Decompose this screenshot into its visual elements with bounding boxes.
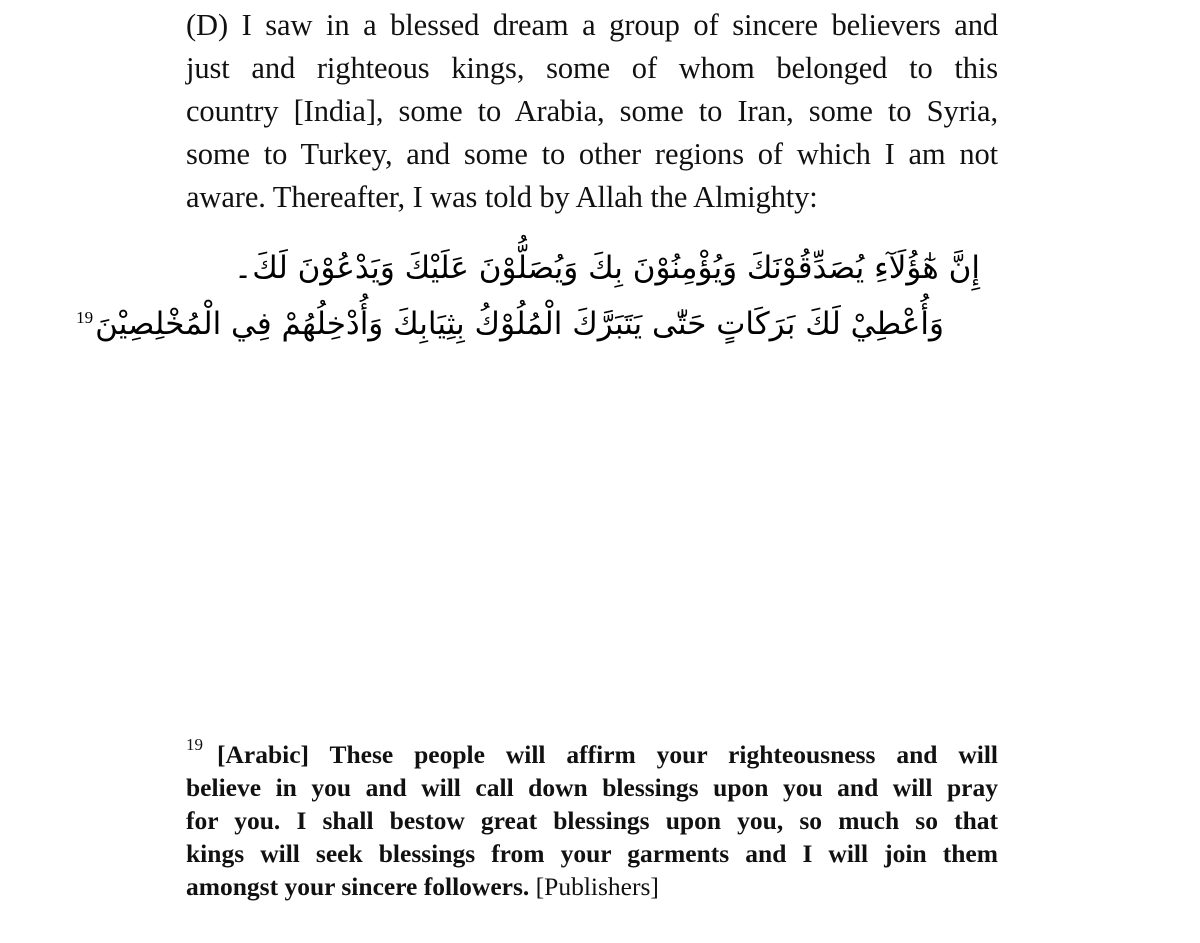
publishers-tag: [Publishers] [535, 872, 659, 901]
paragraph-line: country [India], some to Arabia, some to Iran, some to Syria, [186, 94, 998, 128]
footnote-reference-marker[interactable]: 19 [76, 307, 94, 327]
footnote-line: kings will seek blessings from your garments and I will join them [186, 839, 998, 868]
main-paragraph [186, 4, 998, 219]
footnote-line: believe in you and will call down blessings upon you and will pray [186, 773, 998, 802]
footnote-last-text: amongst your sincere followers. [186, 872, 530, 901]
paragraph-line: (D) I saw in a blessed dream a group of sincere believers and [186, 8, 998, 42]
footnote-line: for you. I shall bestow great blessings upon you, so much so that [186, 806, 998, 835]
footnote-number: 19 [186, 734, 203, 754]
footnote-line-text: [Arabic] These people will affirm your righteousness and will [217, 740, 998, 769]
footnote-line [186, 870, 998, 903]
paragraph-line: aware. Thereafter, I was told by Allah the Almighty: [186, 180, 818, 214]
arabic-line-1: إِنَّ هٰٓؤُلَآءِ يُصَدِّقُوْنَكَ وَيُؤْمِنُوْنَ بِكَ وَيُصَلُّوْنَ عَلَيْكَ وَيَدْعُوْنَ لَكَ۔ [234, 250, 980, 286]
paragraph-line: some to Turkey, and some to other regions of which I am not [186, 137, 998, 171]
arabic-revelation [76, 240, 980, 352]
footnote-line [186, 734, 998, 771]
footnote [186, 734, 998, 903]
paragraph-line: just and righteous kings, some of whom belonged to this [186, 51, 998, 85]
arabic-line-2-text: وَأُعْطِيْ لَكَ بَرَكَاتٍ حَتّٰى يَتَبَرَّكَ الْمُلُوْكُ بِثِيَابِكَ وَأُدْخِلُهُمْ فِي الْمُخْلِصِيْنَ [95, 306, 944, 342]
arabic-line-2 [76, 296, 980, 352]
